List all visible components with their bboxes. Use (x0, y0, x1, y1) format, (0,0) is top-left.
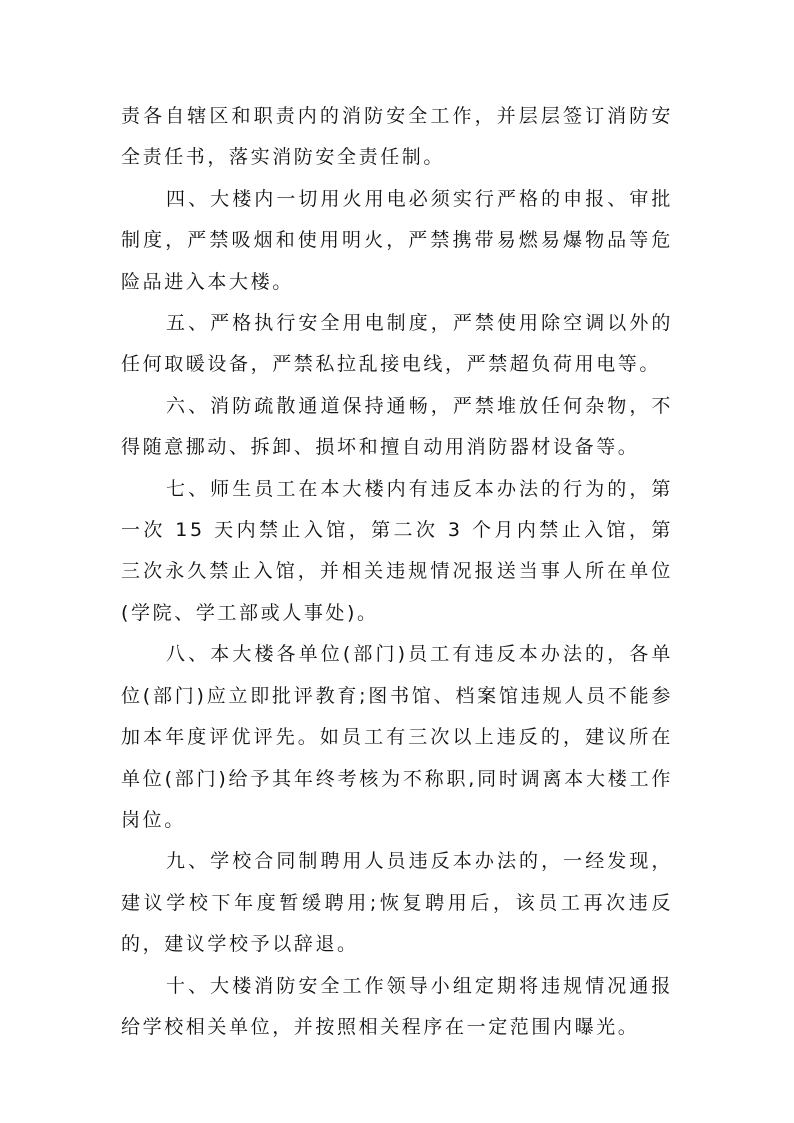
paragraph-item-8: 八、本大楼各单位(部门)员工有违反本办法的，各单位(部门)应立即批评教育;图书馆、档案馆违规人员不能参加本年度评优评先。如员工有三次以上违反的，建议所在单位(部门)给予其年终考核为不称职,同时调离本大楼工作岗位。 (121, 643, 673, 831)
paragraph-item-4: 四、大楼内一切用火用电必须实行严格的申报、审批制度，严禁吸烟和使用明火，严禁携带易燃易爆物品等危险品进入本大楼。 (121, 187, 673, 293)
document-body (121, 96, 673, 1048)
paragraph-item-6: 六、消防疏散通道保持通畅，严禁堆放任何杂物，不得随意挪动、拆卸、损坏和擅自动用消防器材设备等。 (121, 394, 673, 459)
paragraph-item-5: 五、严格执行安全用电制度，严禁使用除空调以外的任何取暖设备，严禁私拉乱接电线，严禁超负荷用电等。 (121, 312, 673, 376)
paragraph-item-9: 九、学校合同制聘用人员违反本办法的，一经发现，建议学校下年度暂缓聘用;恢复聘用后，该员工再次违反的，建议学校予以辞退。 (121, 850, 673, 956)
paragraph-continuation: 责各自辖区和职责内的消防安全工作，并层层签订消防安全责任书，落实消防安全责任制。 (121, 105, 673, 169)
paragraph-item-7: 七、师生员工在本大楼内有违反本办法的行为的，第一次 15 天内禁止入馆，第二次 3 个月内禁止入馆，第三次永久禁止入馆，并相关违规情况报送当事人所在单位(学院、学工部或人事处)。 (121, 477, 673, 624)
paragraph-item-10: 十、大楼消防安全工作领导小组定期将违规情况通报给学校相关单位，并按照相关程序在一定范围内曝光。 (121, 974, 673, 1038)
